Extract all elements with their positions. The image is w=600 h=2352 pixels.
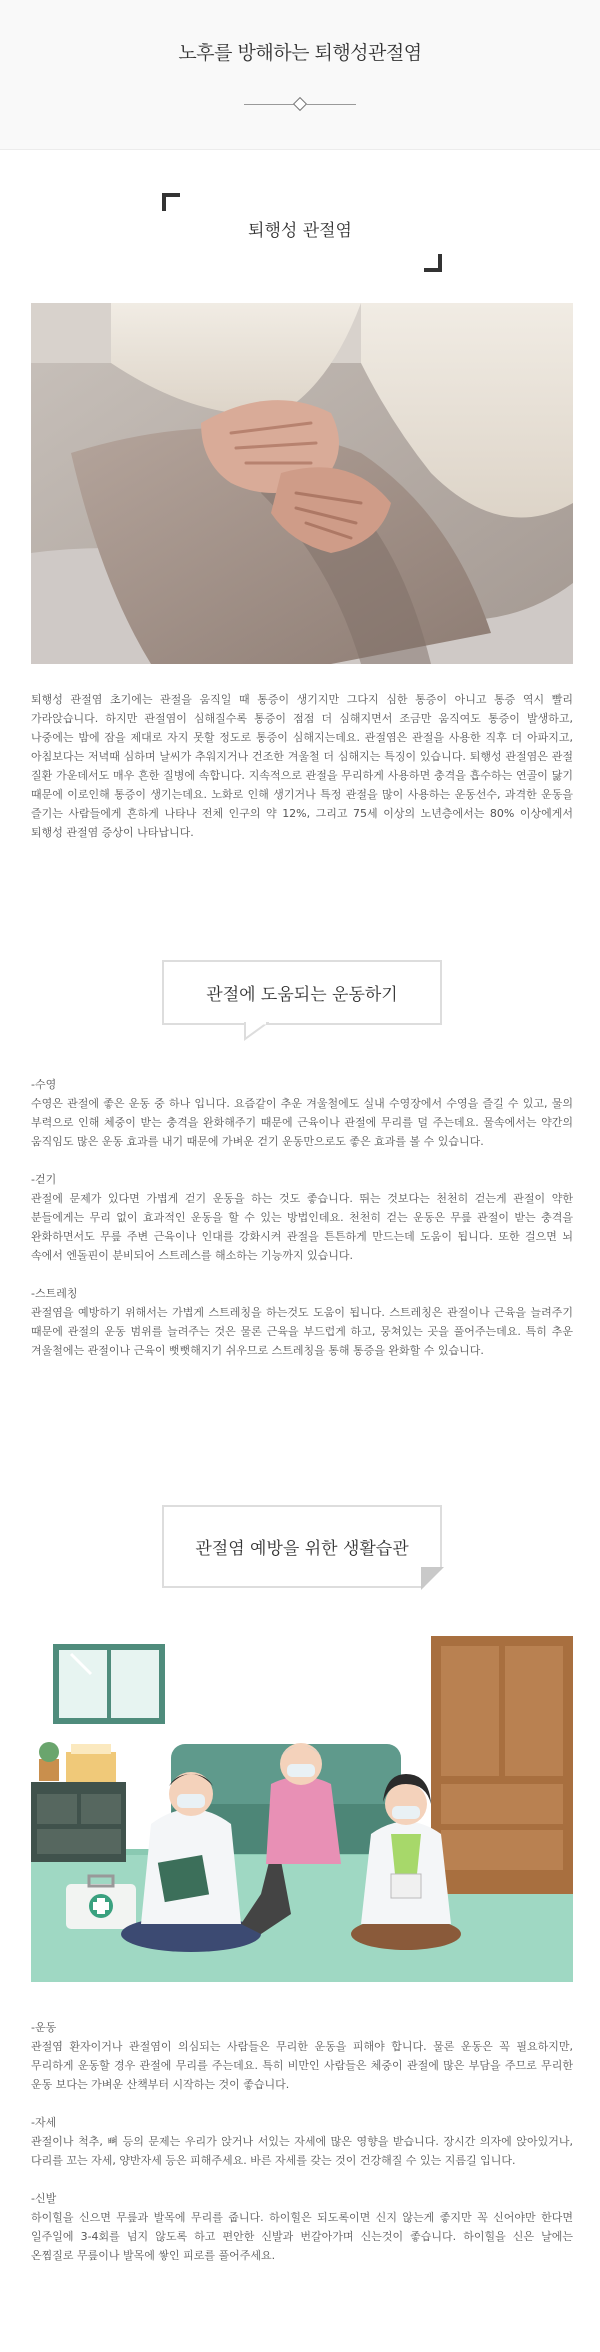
speech-box-exercise bbox=[162, 960, 442, 1025]
list-item bbox=[31, 2113, 573, 2170]
list-item-text: 수영은 관절에 좋은 운동 중 하나 입니다. 요즘같이 추운 겨울철에도 실내 수영장에서 수영을 즐길 수 있고, 물의 부력으로 인해 체중이 받는 충격을 완화해주기 때문에 근육이나 관절에 무리를 덜 주는데요. 물속에서는 약간의 움직임도 많은 운동 효과를 내기 때문에 가벼운 걷기 운동만으로도 좋은 효과를 볼 수 있습니다. bbox=[31, 1097, 573, 1148]
osteoarthritis-description bbox=[31, 690, 573, 861]
list-item bbox=[31, 1170, 573, 1265]
page-title: 노후를 방해하는 퇴행성관절염 bbox=[178, 42, 422, 64]
list-item-label: -신발 bbox=[31, 2192, 57, 2205]
page-header bbox=[0, 0, 600, 150]
list-item bbox=[31, 2018, 573, 2094]
list-item bbox=[31, 1284, 573, 1360]
list-item-text: 하이힐을 신으면 무릎과 발목에 무리를 줍니다. 하이힐은 되도록이면 신지 않는게 좋지만 꼭 신어야만 한다면 일주일에 3-4회를 넘지 않도록 하고 편안한 신발과 번갈아가며 신는것이 좋습니다. 하이힐을 신은 날에는 온찜질로 무릎이나 발목에 쌓인 피로를 풀어주세요. bbox=[31, 2211, 573, 2262]
list-item-label: -자세 bbox=[31, 2116, 57, 2129]
osteoarthritis-paragraph: 퇴행성 관절염 초기에는 관절을 움직일 때 통증이 생기지만 그다지 심한 통증이 아니고 통증 역시 빨리 가라앉습니다. 하지만 관절염이 심해질수록 통증이 점점 더 심해지면서 조금만 움직여도 통증이 발생하고, 나중에는 밤에 잠을 제대로 자지 못할 정도로 통증이 심해지는데요. 관절염은 관절을 사용한 직후 더 아파지고, 아침보다는 저녁때 심하며 날씨가 추워지거나 건조한 겨울철 더 심해지는 특징이 있습니다. 퇴행성 관절염은 관절 질환 가운데서도 매우 흔한 질병에 속합니다. 지속적으로 관절을 무리하게 사용하면 충격을 흡수하는 연골이 닳기 때문에 이로인해 통증이 생기는데요. 노화로 인해 생기거나 특정 관절을 많이 사용하는 운동선수, 과격한 운동을 즐기는 사람들에게 흔하게 나타나 전체 인구의 약 12%, 그리고 75세 이상의 노년층에서는 80% 이상에게서 퇴행성 관절염 증상이 나타납니다. bbox=[31, 693, 573, 839]
list-item-label: -운동 bbox=[31, 2021, 57, 2034]
section-title-lifestyle: 관절염 예방을 위한 생활습관 bbox=[195, 1539, 409, 1559]
bracket-top-left-icon bbox=[162, 193, 180, 211]
folded-corner-icon bbox=[421, 1567, 444, 1590]
section-title-exercise: 관절에 도움되는 운동하기 bbox=[206, 985, 398, 1005]
lifestyle-list bbox=[31, 2018, 573, 2284]
divider-line-right bbox=[306, 104, 356, 105]
speech-tail-icon bbox=[243, 1021, 269, 1041]
diamond-ornament-icon bbox=[293, 97, 307, 111]
list-item-text: 관절에 문제가 있다면 가볍게 걷기 운동을 하는 것도 좋습니다. 뛰는 것보다는 천천히 걷는게 관절이 약한 분들에게는 무리 없이 효과적인 운동을 할 수 있는 방법인데요. 천천히 걷는 운동은 무릎 관절이 받는 충격을 완화하면서도 무릎 주변 근육이나 인대를 강화시켜 관절을 튼튼하게 만드는데 도움이 됩니다. 또한 걸으면 뇌 속에서 엔돌핀이 분비되어 스트레스를 해소하는 기능까지 있습니다. bbox=[31, 1192, 573, 1262]
list-item bbox=[31, 1075, 573, 1151]
exercise-list bbox=[31, 1075, 573, 1379]
section-title-osteoarthritis: 퇴행성 관절염 bbox=[248, 221, 352, 241]
list-item-text: 관절이나 척추, 뼈 등의 문제는 우리가 앉거나 서있는 자세에 많은 영향을 받습니다. 장시간 의자에 앉아있거나, 다리를 꼬는 자세, 양반자세 등은 피해주세요. 바른 자세를 갖는 것이 건강해질 수 있는 지름길 입니다. bbox=[31, 2135, 573, 2167]
list-item-text: 관절염을 예방하기 위해서는 가볍게 스트레칭을 하는것도 도움이 됩니다. 스트레칭은 관절이나 근육을 늘려주기 때문에 관절의 운동 범위를 늘려주는 것은 물론 근육을 부드럽게 하고, 뭉쳐있는 곳을 풀어주는데요. 특히 추운 겨울철에는 관절이나 근육이 뻣뻣해지기 쉬우므로 스트레칭을 통해 통증을 완화할 수 있습니다. bbox=[31, 1306, 573, 1357]
list-item bbox=[31, 2189, 573, 2265]
list-item-label: -스트레칭 bbox=[31, 1287, 78, 1300]
list-item-label: -걷기 bbox=[31, 1173, 57, 1186]
knee-pain-photo bbox=[31, 303, 573, 664]
doctor-patient-illustration bbox=[31, 1634, 573, 1982]
list-item-text: 관절염 환자이거나 관절염이 의심되는 사람들은 무리한 운동을 피해야 합니다. 물론 운동은 꼭 필요하지만, 무리하게 운동할 경우 관절에 무리를 주는데요. 특히 비만인 사람들은 체중이 관절에 많은 부담을 주므로 무리한 운동 보다는 가벼운 산책부터 시작하는 것이 좋습니다. bbox=[31, 2040, 573, 2091]
bracket-bottom-right-icon bbox=[424, 254, 442, 272]
folded-box-lifestyle bbox=[162, 1505, 442, 1588]
list-item-label: -수영 bbox=[31, 1078, 57, 1091]
divider-line-left bbox=[244, 104, 294, 105]
